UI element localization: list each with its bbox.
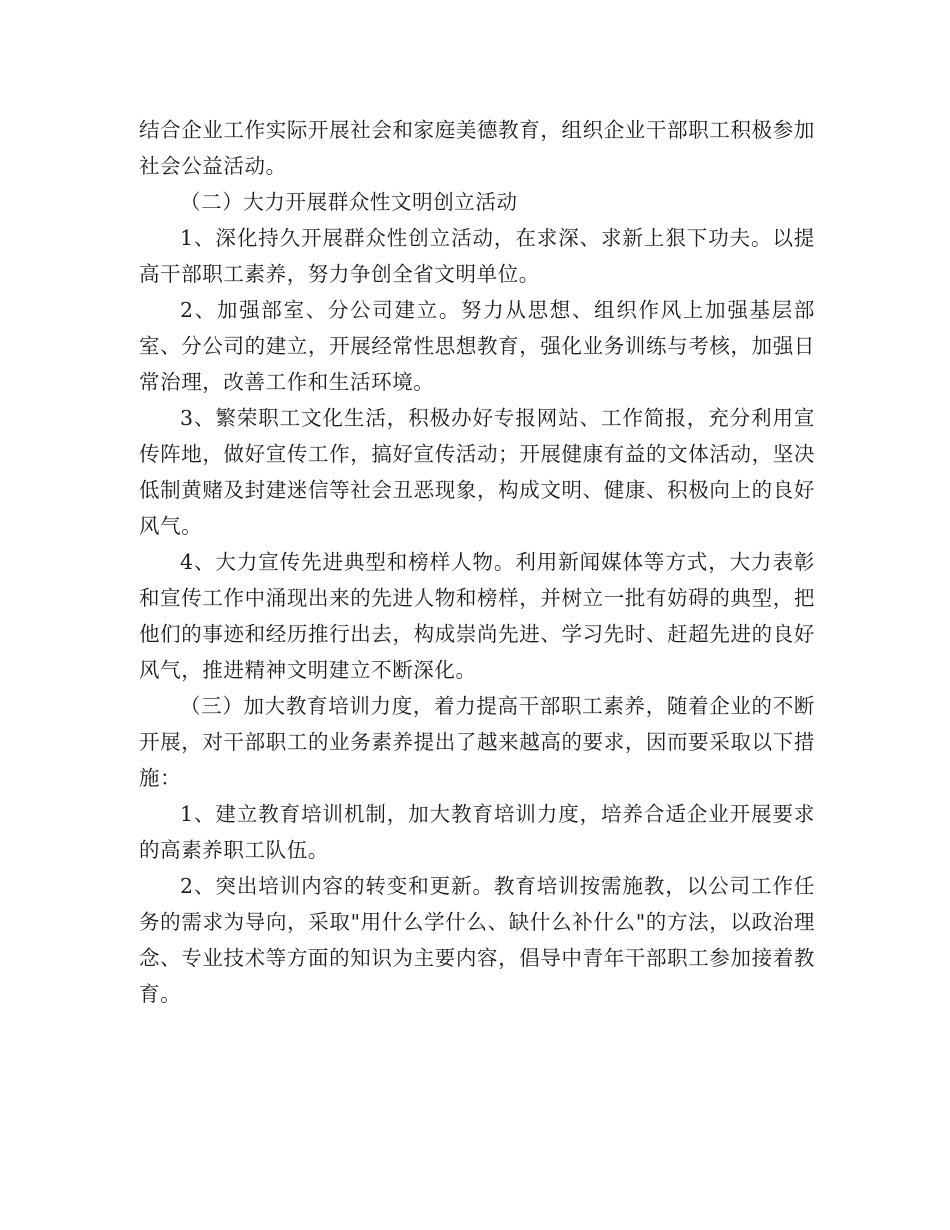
- paragraph-item-3-culture: 3、繁荣职工文化生活，积极办好专报网站、工作简报，充分利用宣传阵地，做好宣传工作，搞好宣传活动；开展健康有益的文体活动，坚决低制黄赌及封建迷信等社会丑恶现象，构成文明、健康、积极向上的良好风气。: [139, 406, 815, 538]
- paragraph-item-2-training-content: 2、突出培训内容的转变和更新。教育培训按需施教，以公司工作任务的需求为导向，采取"用什么学什么、缺什么补什么"的方法，以政治理念、专业技术等方面的知识为主要内容，倡导中青年干部职工参加接着教育。: [139, 874, 815, 1006]
- document-body: [139, 112, 815, 1012]
- section-heading-training: （三）加大教育培训力度，着力提高干部职工素养，随着企业的不断开展，对干部职工的业务素养提出了越来越高的要求，因而要采取以下措施：: [139, 694, 815, 790]
- paragraph-moral-education: 结合企业工作实际开展社会和家庭美德教育，组织企业干部职工积极参加社会公益活动。: [139, 118, 815, 178]
- paragraph-item-1-deepen: 1、深化持久开展群众性创立活动，在求深、求新上狠下功夫。以提高干部职工素养，努力争创全省文明单位。: [139, 226, 815, 286]
- paragraph-item-2-departments: 2、加强部室、分公司建立。努力从思想、组织作风上加强基层部室、分公司的建立，开展经常性思想教育，强化业务训练与考核，加强日常治理，改善工作和生活环境。: [139, 298, 815, 394]
- paragraph-item-4-publicity: 4、大力宣传先进典型和榜样人物。利用新闻媒体等方式，大力表彰和宣传工作中涌现出来的先进人物和榜样，并树立一批有妨碍的典型，把他们的事迹和经历推行出去，构成崇尚先进、学习先时、赶超先进的良好风气，推进精神文明建立不断深化。: [139, 550, 815, 682]
- section-heading-civilization: （二）大力开展群众性文明创立活动: [180, 190, 518, 214]
- paragraph-item-1-training-mechanism: 1、建立教育培训机制，加大教育培训力度，培养合适企业开展要求的高素养职工队伍。: [139, 802, 815, 862]
